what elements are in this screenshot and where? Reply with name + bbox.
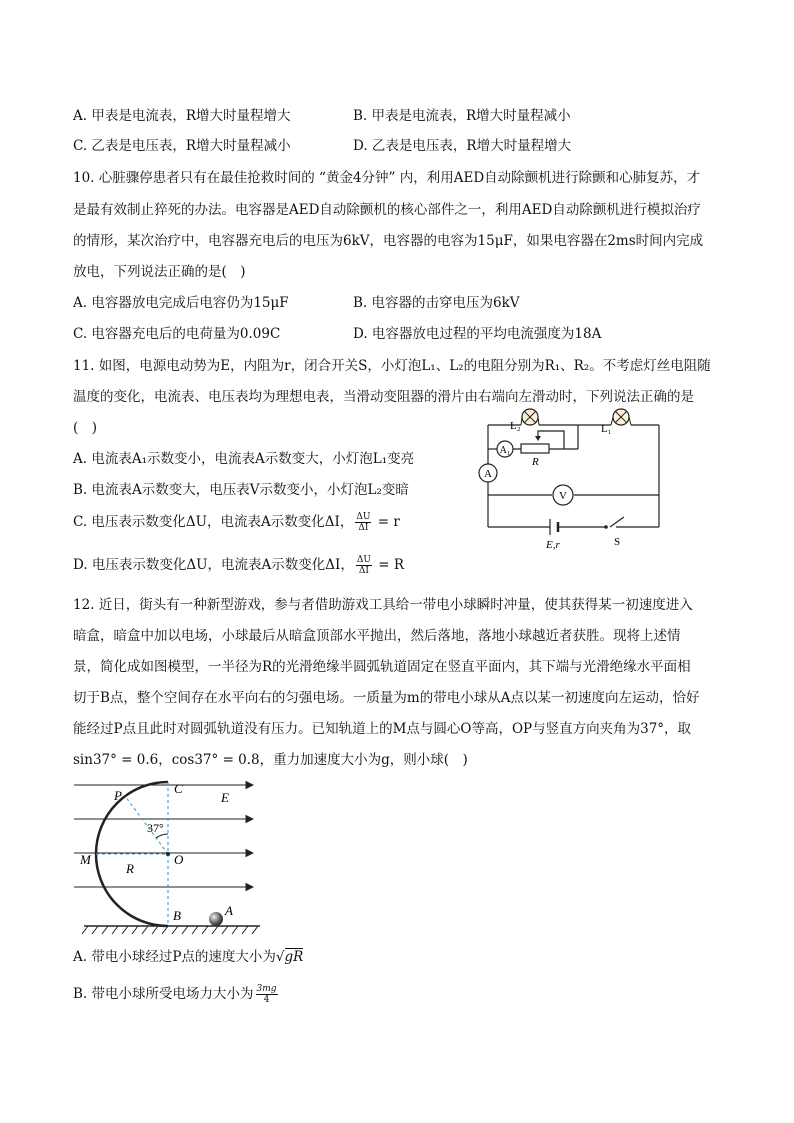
- bulb-l2: [522, 409, 538, 425]
- q11-option-a: A. 电流表A₁示数变小，电流表A示数变大，小灯泡L₁变亮: [73, 451, 415, 467]
- q10-stem-line4: 放电，下列说法正确的是( ): [73, 264, 246, 280]
- q12-option-a-radicand: gR: [284, 949, 304, 965]
- q9-option-d: D. 乙表是电压表，R增大时量程增大: [353, 138, 572, 154]
- bulb-l1: [613, 409, 629, 425]
- q11-option-c-text: C. 电压表示数变化ΔU，电流表A示数变化ΔI，: [73, 514, 354, 530]
- label-a1: A₁: [499, 445, 511, 456]
- q12-option-b: [73, 982, 280, 1005]
- q9-option-a: A. 甲表是电流表，R增大时量程增大: [73, 108, 291, 124]
- q12-stem-line5: 能经过P点且此时对圆弧轨道没有压力。已知轨道上的M点与圆心O等高，OP与竖直方向夹角为37°，取: [73, 721, 692, 737]
- q10-option-c: C. 电容器充电后的电荷量为0.09C: [73, 326, 281, 342]
- q10-stem-line2: 是最有效制止猝死的办法。电容器是AED自动除颤机的核心部件之一，利用AED自动除颤机进行模拟治疗: [73, 202, 701, 218]
- q10-option-b: B. 电容器的击穿电压为6kV: [353, 295, 520, 311]
- ground-hatching: [82, 926, 258, 934]
- sqrt-symbol: √: [275, 949, 285, 965]
- q12-stem-line2: 暗盒，暗盒中加以电场，小球最后从暗盒顶部水平抛出，然后落地，落地小球越近者获胜。现将上述情: [73, 628, 681, 644]
- label-l1: L₁: [601, 423, 612, 435]
- q9-option-c: C. 乙表是电压表，R增大时量程减小: [73, 138, 291, 154]
- q11-option-d: D. 电压表示数变化ΔU，电流表A示数变化ΔI， $\frac{\Delta U}{\Delta I}$ = R: [73, 555, 405, 576]
- track-diagram: [70, 772, 270, 937]
- label-s: S: [614, 536, 621, 548]
- q11-option-b: B. 电流表A示数变大，电压表V示数变小，小灯泡L₂变暗: [73, 482, 409, 498]
- charged-ball: [209, 912, 223, 926]
- q10-option-a: A. 电容器放电完成后电容仍为15μF: [73, 295, 289, 311]
- q10-stem-line3: 的情形，某次治疗中，电容器充电后的电压为6kV，电容器的电容为15μF，如果电容器在2ms时间内完成: [73, 233, 704, 249]
- q12-option-b-fraction: $\frac{3mg}{4}$: [256, 984, 277, 1005]
- q12-stem-line6: sin37° = 0.6，cos37° = 0.8，重力加速度大小为g，则小球( ): [73, 752, 468, 768]
- q11-stem-line2: 温度的变化，电流表、电压表均为理想电表，当滑动变阻器的滑片由右端向左滑动时，下列说法正确的是: [73, 389, 694, 405]
- slider-arrow: [535, 436, 541, 441]
- q11-stem-line3: ( ): [73, 420, 98, 436]
- label-p: P: [114, 788, 122, 803]
- q11-option-d-fraction: $\frac{\Delta U}{\Delta I}$: [356, 555, 371, 576]
- label-o: O: [174, 852, 184, 867]
- q12-option-a: [73, 945, 303, 965]
- label-a: A: [484, 468, 492, 480]
- label-b: B: [173, 908, 181, 923]
- q10-option-d: D. 电容器放电过程的平均电流强度为18A: [353, 326, 602, 342]
- q12-option-b-text: B. 带电小球所受电场力大小为: [73, 986, 254, 1002]
- q12-stem-line1: 12. 近日，街头有一种新型游戏，参与者借助游戏工具给一带电小球瞬时冲量，使其获得某一初速度进入: [73, 597, 693, 613]
- label-r: R: [126, 861, 134, 876]
- q11-option-c-fraction: $\frac{\Delta U}{\Delta I}$: [356, 512, 371, 533]
- label-r: R: [532, 456, 539, 468]
- label-e: E: [221, 790, 229, 805]
- label-c: C: [174, 781, 183, 796]
- label-m: M: [80, 852, 91, 867]
- q9-option-b: B. 甲表是电流表，R增大时量程减小: [353, 108, 571, 124]
- label-a: A: [225, 903, 233, 918]
- q11-option-d-text: D. 电压表示数变化ΔU，电流表A示数变化ΔI，: [73, 557, 354, 573]
- q11-option-c: C. 电压表示数变化ΔU，电流表A示数变化ΔI， $\frac{\Delta U}{\Delta I}$ = r: [73, 512, 400, 533]
- label-angle: 37°: [147, 821, 164, 835]
- circuit-diagram: [466, 405, 671, 555]
- q12-stem-line3: 景，简化成如图模型，一半径为R的光滑绝缘半圆弧轨道固定在竖直平面内，其下端与光滑绝缘水平面相: [73, 659, 691, 675]
- label-v: V: [559, 490, 567, 502]
- label-l2: L₂: [510, 420, 521, 432]
- q11-stem-line1: 11. 如图，电源电动势为E，内阻为r，闭合开关S，小灯泡L₁、L₂的电阻分别为R₁、R₂。不考虑灯丝电阻随: [73, 358, 711, 374]
- q12-option-a-text: A. 带电小球经过P点的速度大小为: [73, 949, 276, 965]
- q10-stem-line1: 10. 心脏骤停患者只有在最佳抢救时间的 “黄金4分钟” 内，利用AED自动除颤机进行除颤和心肺复苏，才: [73, 170, 701, 186]
- q12-stem-line4: 切于B点，整个空间存在水平向右的匀强电场。一质量为m的带电小球从A点以某一初速度向左运动，恰好: [73, 690, 700, 706]
- label-er: E,r: [546, 539, 560, 551]
